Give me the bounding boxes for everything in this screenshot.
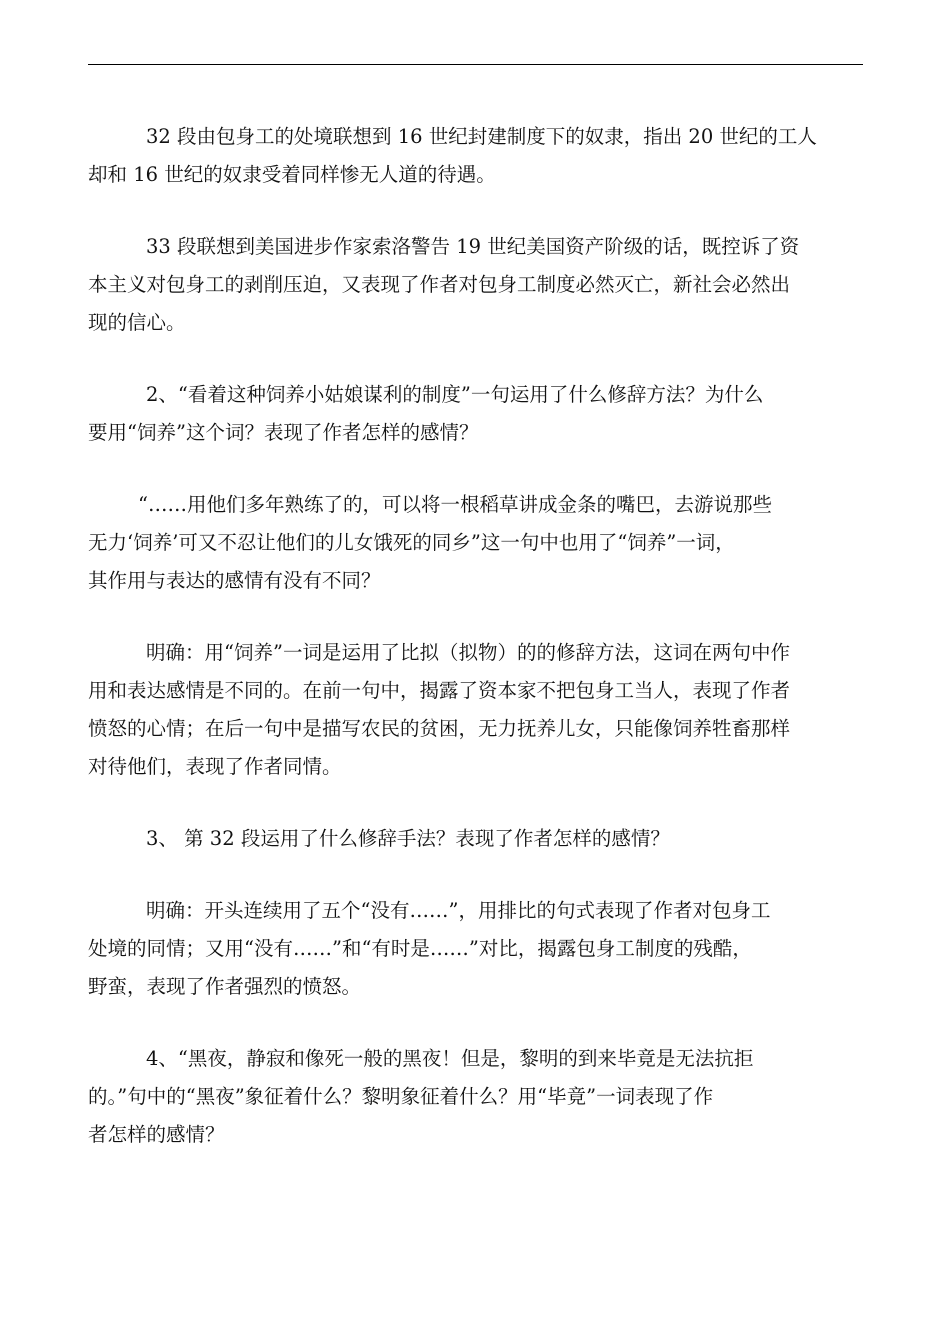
text-line: 处境的同情；又用“没有……”和“有时是……”对比，揭露包身工制度的残酷， [88,937,752,960]
answer-3 [88,892,863,1006]
text-line: 用和表达感情是不同的。在前一句中，揭露了资本家不把包身工当人，表现了作者 [88,679,791,702]
text-line: 明确：用“饲养”一词是运用了比拟（拟物）的的修辞方法，这词在两句中作 [146,641,790,664]
text-line: 本主义对包身工的剥削压迫，又表现了作者对包身工制度必然灭亡，新社会必然出 [88,273,791,296]
text-line: 野蛮，表现了作者强烈的愤怒。 [88,975,362,998]
text-line: 现的信心。 [88,311,186,334]
question-2 [88,376,863,452]
text-line: 其作用与表达的感情有没有不同？ [88,569,381,592]
text-line: 33 段联想到美国进步作家索洛警告 19 世纪美国资产阶级的话，既控诉了资 [146,235,800,258]
question-4 [88,1040,863,1154]
text-line: 的。”句中的“黑夜”象征着什么？黎明象征着什么？用“毕竟”一词表现了作 [88,1085,714,1108]
text-line: 3、 第 32 段运用了什么修辞手法？表现了作者怎样的感情？ [146,827,670,850]
paragraph-32 [88,118,863,194]
text-line: 4、“黑夜，静寂和像死一般的黑夜！但是，黎明的到来毕竟是无法抗拒 [146,1047,754,1070]
text-line: 明确：开头连续用了五个“没有……”，用排比的句式表现了作者对包身工 [146,899,771,922]
paragraph-33 [88,228,863,342]
question-2-followup [88,486,863,600]
text-line: 32 段由包身工的处境联想到 16 世纪封建制度下的奴隶，指出 20 世纪的工人 [146,125,817,148]
answer-2 [88,634,863,786]
header-rule [88,64,863,65]
text-line: 对待他们，表现了作者同情。 [88,755,342,778]
text-line: 要用“饲养”这个词？表现了作者怎样的感情？ [88,421,479,444]
text-line: 愤怒的心情；在后一句中是描写农民的贫困，无力抚养儿女，只能像饲养牲畜那样 [88,717,791,740]
text-line: 者怎样的感情？ [88,1123,225,1146]
text-line: “……用他们多年熟练了的，可以将一根稻草讲成金条的嘴巴，去游说那些 [138,493,772,516]
text-line: 却和 16 世纪的奴隶受着同样惨无人道的待遇。 [88,163,496,186]
text-line: 无力‘饲养’可又不忍让他们的儿女饿死的同乡”这一句中也用了“饲养”一词， [88,531,735,554]
text-line: 2、“看着这种饲养小姑娘谋利的制度”一句运用了什么修辞方法？为什么 [146,383,764,406]
document-body [88,118,863,1154]
question-3 [88,820,863,858]
